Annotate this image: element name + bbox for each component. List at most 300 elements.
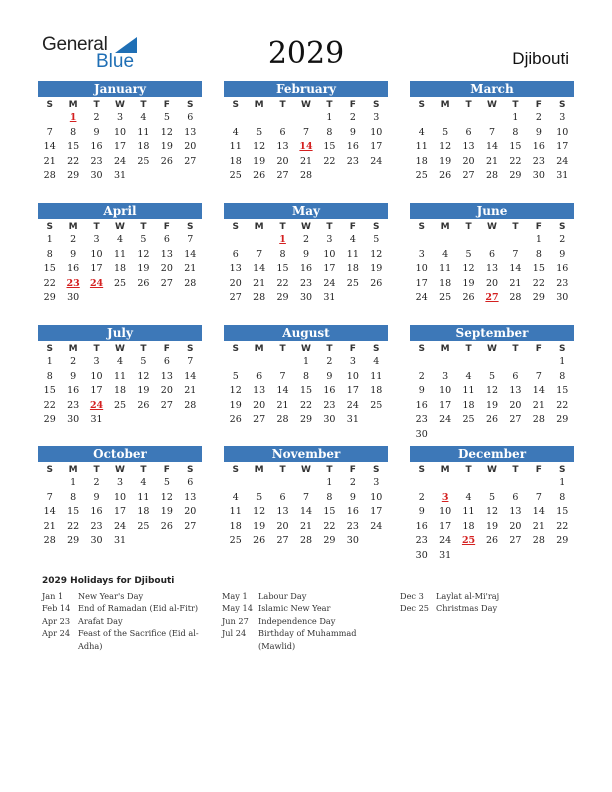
day-cell: 28 [299,170,313,182]
weekday-label: S [418,465,425,475]
empty-day-cell [38,476,61,491]
day-cell: 26 [462,292,475,304]
day-cell: 20 [509,520,522,532]
day-cell: 13 [509,506,522,518]
weekday-label: W [115,465,125,475]
day-cell: 20 [253,399,266,411]
day-cell: 26 [485,535,499,547]
day-cell: 26 [137,399,150,411]
day-cell: 18 [137,141,150,153]
day-cell: 5 [373,234,380,245]
weekday-label: F [163,100,170,110]
weekday-label: F [163,465,170,475]
day-cell: 4 [465,370,472,382]
day-cell: 14 [485,141,499,153]
holiday-date: Jun 27 [222,615,249,626]
day-cell: 10 [415,263,428,275]
day-cell: 28 [485,170,499,182]
weekday-label: M [254,222,264,232]
weekday-label: M [68,222,78,232]
day-cell: 27 [509,414,522,426]
day-cell: 27 [160,277,173,289]
day-cell: 19 [137,385,150,397]
empty-day-cell [480,476,503,491]
day-cell: 5 [163,112,170,123]
day-cell: 31 [439,549,452,561]
holiday-date: Feb 14 [42,603,71,614]
holiday-day-cell: 1 [279,234,286,245]
day-cell: 14 [184,248,197,260]
day-cell: 29 [276,292,289,304]
weekday-label: S [373,222,380,232]
day-cell: 12 [229,385,242,397]
day-cell: 3 [442,370,449,382]
weekday-label: S [187,465,194,475]
day-cell: 13 [485,263,499,275]
holiday-column [222,590,388,652]
day-cell: 15 [556,385,569,397]
day-cell: 15 [276,263,289,275]
holiday-name: End of Ramadan (Eid al-Fitr) [78,603,199,614]
day-cell: 20 [160,263,173,275]
weekday-label: F [535,344,542,354]
weekday-label: F [349,465,356,475]
weekday-label: W [487,222,497,232]
empty-day-cell [527,476,550,491]
day-cell: 10 [370,491,383,503]
holiday-name: Christmas Day [436,603,498,614]
day-cell: 2 [418,370,425,382]
day-cell: 18 [462,399,475,411]
month-header: June [410,203,574,219]
day-cell: 27 [509,535,522,547]
holiday-day-cell: 1 [69,112,77,123]
day-cell: 3 [373,112,380,123]
day-cell: 23 [346,520,359,532]
weekday-label: S [559,222,566,232]
day-cell: 9 [93,491,100,503]
day-cell: 6 [465,126,472,138]
day-cell: 2 [70,356,77,367]
holiday-date: May 1 [222,591,248,601]
day-cell: 2 [326,356,333,367]
empty-day-cell [480,233,503,248]
day-cell: 13 [509,385,522,397]
day-cell: 20 [160,385,173,397]
weekday-label: W [487,465,497,475]
day-cell: 19 [160,141,173,153]
day-cell: 30 [346,535,359,547]
day-cell: 11 [113,370,127,382]
day-cell: 12 [253,506,266,518]
day-cell: 19 [370,263,383,275]
month-april [38,203,202,306]
day-cell: 9 [349,126,356,138]
day-cell: 28 [532,535,545,547]
weekday-label: S [373,344,380,354]
day-cell: 30 [90,535,103,547]
empty-day-cell [247,111,270,126]
day-cell: 19 [137,263,150,275]
weekday-label: T [326,100,333,110]
day-cell: 13 [276,141,289,153]
day-cell: 4 [465,491,472,503]
calendar-country: Djibouti [512,49,569,68]
day-cell: 12 [485,506,499,518]
month-december [410,446,574,564]
logo-text-blue: Blue [96,51,135,72]
day-cell: 16 [90,141,103,153]
empty-day-cell [410,233,433,248]
day-cell: 5 [465,248,472,260]
month-day-grid [38,97,202,184]
day-cell: 6 [512,370,519,382]
month-header: August [224,325,388,341]
day-cell: 3 [559,112,566,123]
day-cell: 5 [256,126,263,138]
month-header: September [410,325,574,341]
day-cell: 5 [163,477,170,488]
day-cell: 11 [439,263,452,275]
day-cell: 6 [512,491,519,503]
day-cell: 29 [323,535,336,547]
day-cell: 30 [299,292,313,304]
day-cell: 3 [116,477,124,488]
day-cell: 17 [439,399,452,411]
holiday-name: New Year's Day [78,591,144,601]
day-cell: 4 [116,234,124,245]
day-cell: 8 [559,370,566,382]
empty-day-cell [504,233,527,248]
day-cell: 28 [43,535,56,547]
day-cell: 10 [439,506,452,518]
holiday-date: Jan 1 [42,591,64,601]
day-cell: 28 [276,414,289,426]
day-cell: 13 [253,385,266,397]
day-cell: 24 [323,277,336,289]
month-june [410,203,574,306]
weekday-label: T [93,465,100,475]
empty-day-cell [271,476,294,491]
empty-day-cell [224,355,247,370]
day-cell: 1 [46,234,53,245]
day-cell: 18 [229,155,242,167]
weekday-label: S [418,100,425,110]
day-cell: 25 [137,155,150,167]
day-cell: 24 [113,155,127,167]
day-cell: 30 [415,549,428,561]
day-cell: 24 [370,155,383,167]
day-cell: 14 [532,385,545,397]
empty-day-cell [224,233,247,248]
day-cell: 10 [346,370,359,382]
empty-day-cell [247,233,270,248]
empty-day-cell [504,355,527,370]
day-cell: 22 [532,277,545,289]
day-cell: 22 [43,277,56,289]
day-cell: 30 [67,292,80,304]
day-cell: 20 [276,520,289,532]
month-november [224,446,388,549]
day-cell: 25 [346,277,359,289]
day-cell: 15 [67,506,80,518]
day-cell: 2 [559,234,566,245]
weekday-label: M [440,100,450,110]
day-cell: 29 [299,414,313,426]
day-cell: 1 [512,112,519,123]
day-cell: 23 [415,535,428,547]
weekday-label: W [487,344,497,354]
day-cell: 25 [229,535,242,547]
day-cell: 29 [556,535,569,547]
day-cell: 1 [302,356,310,367]
day-cell: 18 [346,263,359,275]
day-cell: 17 [370,141,383,153]
day-cell: 9 [418,385,425,397]
empty-day-cell [224,111,247,126]
day-cell: 22 [276,277,289,289]
day-cell: 11 [113,248,127,260]
month-july [38,325,202,428]
month-day-grid [224,341,388,428]
day-cell: 21 [276,399,289,411]
day-cell: 21 [43,155,56,167]
day-cell: 21 [184,385,197,397]
day-cell: 28 [253,292,266,304]
weekday-label: S [46,100,53,110]
day-cell: 29 [43,292,56,304]
day-cell: 1 [326,112,333,123]
day-cell: 23 [67,399,80,411]
day-cell: 19 [229,399,242,411]
day-cell: 10 [439,385,452,397]
empty-day-cell [247,476,270,491]
weekday-label: T [140,222,147,232]
day-cell: 22 [67,520,80,532]
weekday-label: T [279,100,286,110]
day-cell: 10 [90,248,103,260]
day-cell: 3 [116,112,124,123]
day-cell: 1 [559,477,566,488]
weekday-label: W [301,222,311,232]
day-cell: 14 [184,370,197,382]
month-may [224,203,388,306]
day-cell: 10 [113,491,127,503]
day-cell: 15 [299,385,313,397]
day-cell: 5 [256,491,263,503]
weekday-label: T [279,344,286,354]
holiday-date: Apr 23 [42,615,71,626]
day-cell: 24 [370,520,383,532]
holiday-row [42,627,208,652]
weekday-label: M [68,465,78,475]
day-cell: 10 [113,126,127,138]
day-cell: 23 [346,155,359,167]
weekday-label: S [418,344,425,354]
day-cell: 14 [253,263,266,275]
day-cell: 4 [140,477,147,488]
empty-day-cell [433,233,456,248]
day-cell: 2 [93,112,100,123]
day-cell: 26 [370,277,383,289]
month-header: November [224,446,388,462]
day-cell: 1 [535,234,542,245]
weekday-label: T [512,222,519,232]
day-cell: 12 [253,141,266,153]
day-cell: 25 [370,399,383,411]
holiday-date: May 14 [222,603,253,614]
day-cell: 3 [373,477,380,488]
weekday-label: M [254,465,264,475]
day-cell: 28 [43,170,56,182]
empty-day-cell [480,355,503,370]
day-cell: 21 [184,263,197,275]
day-cell: 16 [299,263,313,275]
day-cell: 27 [184,520,197,532]
day-cell: 18 [439,277,452,289]
empty-day-cell [433,355,456,370]
weekday-label: S [187,100,194,110]
day-cell: 28 [184,277,197,289]
month-header: March [410,81,574,97]
day-cell: 8 [46,248,53,260]
empty-day-cell [294,111,317,126]
weekday-label: T [279,465,286,475]
day-cell: 23 [90,155,103,167]
month-header: July [38,325,202,341]
day-cell: 24 [556,155,569,167]
day-cell: 18 [113,263,127,275]
day-cell: 22 [323,155,336,167]
weekday-label: M [68,344,78,354]
day-cell: 20 [229,277,242,289]
day-cell: 18 [113,385,127,397]
holiday-row [222,627,388,652]
weekday-label: T [93,100,100,110]
day-cell: 14 [299,506,313,518]
month-august [224,325,388,428]
weekday-label: S [187,222,194,232]
day-cell: 28 [299,535,313,547]
holiday-day-cell: 3 [441,491,449,503]
day-cell: 4 [349,234,356,245]
month-header: April [38,203,202,219]
holiday-name: Arafat Day [78,615,123,626]
day-cell: 23 [90,520,103,532]
day-cell: 1 [559,356,566,367]
day-cell: 10 [556,126,569,138]
month-september [410,325,574,443]
day-cell: 19 [485,520,499,532]
weekday-label: W [487,100,497,110]
day-cell: 30 [556,292,569,304]
weekday-label: S [46,465,53,475]
day-cell: 17 [113,506,127,518]
day-cell: 14 [532,506,545,518]
day-cell: 24 [113,520,127,532]
month-day-grid [410,219,574,306]
day-cell: 8 [46,370,53,382]
month-day-grid [38,341,202,428]
weekday-label: T [93,344,100,354]
calendar-year: 2029 [267,36,345,71]
day-cell: 21 [532,520,545,532]
weekday-label: M [68,100,78,110]
day-cell: 29 [509,170,522,182]
day-cell: 11 [346,248,359,260]
day-cell: 23 [323,399,336,411]
day-cell: 8 [559,491,566,503]
weekday-label: T [279,222,286,232]
day-cell: 7 [46,126,53,138]
day-cell: 13 [184,126,197,138]
day-cell: 7 [187,356,194,367]
day-cell: 12 [462,263,475,275]
day-cell: 13 [160,248,173,260]
holidays-title: 2029 Holidays for Djibouti [42,576,175,586]
day-cell: 17 [90,385,103,397]
day-cell: 6 [488,248,496,260]
day-cell: 25 [229,170,242,182]
weekday-label: T [140,465,147,475]
day-cell: 9 [70,370,77,382]
day-cell: 9 [326,370,333,382]
empty-day-cell [38,111,61,126]
empty-day-cell [457,233,480,248]
day-cell: 4 [373,356,380,367]
month-header: February [224,81,388,97]
day-cell: 8 [512,126,519,138]
day-cell: 16 [90,506,103,518]
day-cell: 16 [346,141,359,153]
day-cell: 9 [535,126,542,138]
day-cell: 27 [462,170,475,182]
day-cell: 2 [535,112,542,123]
holiday-row [42,602,208,614]
holiday-column [400,590,566,615]
day-cell: 21 [532,399,545,411]
weekday-label: S [559,100,566,110]
day-cell: 9 [302,248,310,260]
weekday-label: F [349,222,356,232]
day-cell: 6 [163,356,170,367]
day-cell: 11 [462,506,475,518]
empty-day-cell [294,476,317,491]
day-cell: 31 [113,170,127,182]
weekday-label: S [187,344,194,354]
day-cell: 7 [279,370,286,382]
weekday-label: T [465,100,472,110]
day-cell: 2 [418,491,425,503]
weekday-label: T [512,344,519,354]
empty-day-cell [527,355,550,370]
day-cell: 5 [232,370,239,382]
month-day-grid [224,462,388,549]
holiday-day-cell: 23 [66,277,80,289]
weekday-label: T [512,100,519,110]
day-cell: 26 [229,414,242,426]
day-cell: 3 [349,356,356,367]
day-cell: 22 [556,520,569,532]
weekday-label: W [115,100,125,110]
empty-day-cell [457,476,480,491]
day-cell: 6 [256,370,263,382]
day-cell: 6 [163,234,170,245]
day-cell: 2 [93,477,100,488]
day-cell: 20 [276,155,289,167]
day-cell: 19 [462,277,475,289]
holiday-day-cell: 25 [461,535,476,547]
